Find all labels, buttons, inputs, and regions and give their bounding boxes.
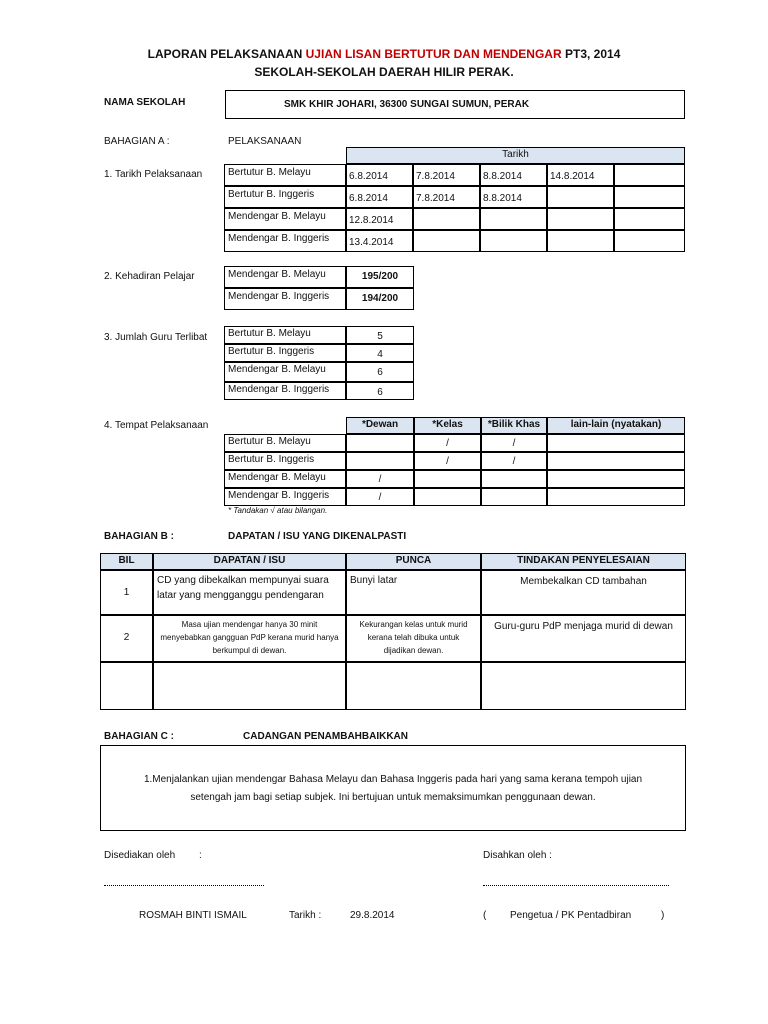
venue-mark (547, 434, 685, 452)
item3-label: 3. Jumlah Guru Terlibat (104, 332, 208, 343)
row-label: Bertutur B. Melayu (224, 434, 346, 452)
date-cell (614, 208, 685, 230)
venue-mark (346, 434, 414, 452)
row-label: Mendengar B. Inggeris (224, 382, 346, 400)
section-b-label: BAHAGIAN B : (104, 531, 174, 542)
venue-mark (481, 470, 547, 488)
section-c-label: BAHAGIAN C : (104, 731, 174, 742)
date-cell (547, 186, 614, 208)
venue-mark: / (481, 452, 547, 470)
findings-cell-dapatan (153, 662, 346, 710)
venue-mark (547, 470, 685, 488)
findings-header: BIL (100, 553, 153, 570)
report-date: 29.8.2014 (350, 910, 395, 921)
report-title-line2: SEKOLAH-SEKOLAH DAERAH HILIR PERAK. (254, 65, 514, 79)
prepared-by-label: Disediakan oleh (104, 850, 176, 861)
row-label: Bertutur B. Inggeris (224, 452, 346, 470)
row-label: Mendengar B. Melayu (224, 208, 346, 230)
item1-label: 1. Tarikh Pelaksanaan (104, 169, 203, 180)
preparer-name: ROSMAH BINTI ISMAIL (139, 910, 247, 921)
row-label: Mendengar B. Inggeris (224, 230, 346, 252)
attendance-value: 195/200 (346, 266, 414, 288)
title-highlight: UJIAN LISAN BERTUTUR DAN MENDENGAR (305, 47, 562, 61)
findings-cell-punca (346, 662, 481, 710)
date-header: Tarikh (346, 147, 685, 164)
findings-cell-punca: Bunyi latar (346, 570, 481, 615)
row-label: Mendengar B. Melayu (224, 266, 346, 288)
date-cell: 7.8.2014 (413, 164, 480, 186)
venue-mark (547, 488, 685, 506)
date-cell (480, 230, 547, 252)
findings-cell-bil: 2 (100, 615, 153, 662)
title-suffix: PT3, 2014 (565, 47, 621, 61)
venue-mark: / (346, 488, 414, 506)
approver-close-paren: ) (661, 910, 665, 921)
date-cell (547, 230, 614, 252)
row-label: Mendengar B. Melayu (224, 470, 346, 488)
teacher-count: 6 (346, 382, 414, 400)
item2-label: 2. Kehadiran Pelajar (104, 271, 195, 282)
date-cell: 6.8.2014 (346, 186, 413, 208)
date-cell: 7.8.2014 (413, 186, 480, 208)
findings-cell-tindakan (481, 662, 686, 710)
row-label: Bertutur B. Melayu (224, 326, 346, 344)
date-cell (413, 208, 480, 230)
prepared-by-colon: : (199, 850, 202, 861)
venue-header: *Kelas (414, 417, 481, 434)
findings-cell-punca: Kekurangan kelas untuk murid kerana telah dibuka untuk dijadikan dewan. (346, 615, 481, 662)
date-cell: 14.8.2014 (547, 164, 614, 186)
venue-mark (346, 452, 414, 470)
date-cell (547, 208, 614, 230)
teacher-count: 5 (346, 326, 414, 344)
findings-cell-tindakan: Membekalkan CD tambahan (481, 570, 686, 615)
row-label: Mendengar B. Inggeris (224, 288, 346, 310)
findings-cell-dapatan: CD yang dibekalkan mempunyai suara latar yang mengganggu pendengaran (153, 570, 346, 615)
findings-header: TINDAKAN PENYELESAIAN (481, 553, 686, 570)
date-cell (614, 164, 685, 186)
section-a-title: PELAKSANAAN (228, 136, 302, 147)
venue-mark: / (481, 434, 547, 452)
venue-mark (414, 470, 481, 488)
venue-mark (414, 488, 481, 506)
date-cell: 12.8.2014 (346, 208, 413, 230)
venue-note: * Tandakan √ atau bilangan. (228, 506, 328, 515)
school-label: NAMA SEKOLAH (104, 97, 186, 108)
school-name-box: SMK KHIR JOHARI, 36300 SUNGAI SUMUN, PERAK (225, 90, 685, 119)
row-label: Mendengar B. Melayu (224, 362, 346, 382)
report-title-line1 (0, 47, 768, 61)
row-label: Bertutur B. Inggeris (224, 344, 346, 362)
venue-header: *Dewan (346, 417, 414, 434)
suggestion-box: 1.Menjalankan ujian mendengar Bahasa Melayu dan Bahasa Inggeris pada hari yang sama kerana tempoh ujian setengah jam bagi setiap subjek. Ini bertujuan untuk memaksimumkan penggunaan dewan. (100, 745, 686, 831)
date-cell (480, 208, 547, 230)
approved-signature-line (483, 885, 669, 886)
section-b-title: DAPATAN / ISU YANG DIKENALPASTI (228, 531, 407, 542)
date-cell: 8.8.2014 (480, 164, 547, 186)
findings-cell-bil (100, 662, 153, 710)
row-label: Bertutur B. Inggeris (224, 186, 346, 208)
findings-cell-tindakan: Guru-guru PdP menjaga murid di dewan (481, 615, 686, 662)
attendance-value: 194/200 (346, 288, 414, 310)
item4-label: 4. Tempat Pelaksanaan (104, 420, 209, 431)
findings-cell-dapatan: Masa ujian mendengar hanya 30 minit menyebabkan gangguan PdP kerana murid hanya berkumpul di dewan. (153, 615, 346, 662)
findings-cell-bil: 1 (100, 570, 153, 615)
date-cell: 6.8.2014 (346, 164, 413, 186)
venue-mark (547, 452, 685, 470)
approver-open-paren: ( (483, 910, 487, 921)
date-cell (614, 186, 685, 208)
venue-header: *Bilik Khas (481, 417, 547, 434)
venue-mark: / (414, 434, 481, 452)
section-a-label: BAHAGIAN A : (104, 136, 170, 147)
venue-mark: / (346, 470, 414, 488)
date-cell (413, 230, 480, 252)
prepared-signature-line (104, 885, 264, 886)
findings-header: DAPATAN / ISU (153, 553, 346, 570)
date-cell (614, 230, 685, 252)
venue-mark (481, 488, 547, 506)
date-cell: 8.8.2014 (480, 186, 547, 208)
findings-header: PUNCA (346, 553, 481, 570)
date-cell: 13.4.2014 (346, 230, 413, 252)
approved-by-label: Disahkan oleh : (483, 850, 552, 861)
teacher-count: 4 (346, 344, 414, 362)
date-label: Tarikh : (289, 910, 322, 921)
row-label: Bertutur B. Melayu (224, 164, 346, 186)
venue-header: lain-lain (nyatakan) (547, 417, 685, 434)
teacher-count: 6 (346, 362, 414, 382)
section-c-title: CADANGAN PENAMBAHBAIKKAN (243, 731, 408, 742)
venue-mark: / (414, 452, 481, 470)
title-prefix: LAPORAN PELAKSANAAN (147, 47, 303, 61)
row-label: Mendengar B. Inggeris (224, 488, 346, 506)
approver-title: Pengetua / PK Pentadbiran (510, 910, 632, 921)
